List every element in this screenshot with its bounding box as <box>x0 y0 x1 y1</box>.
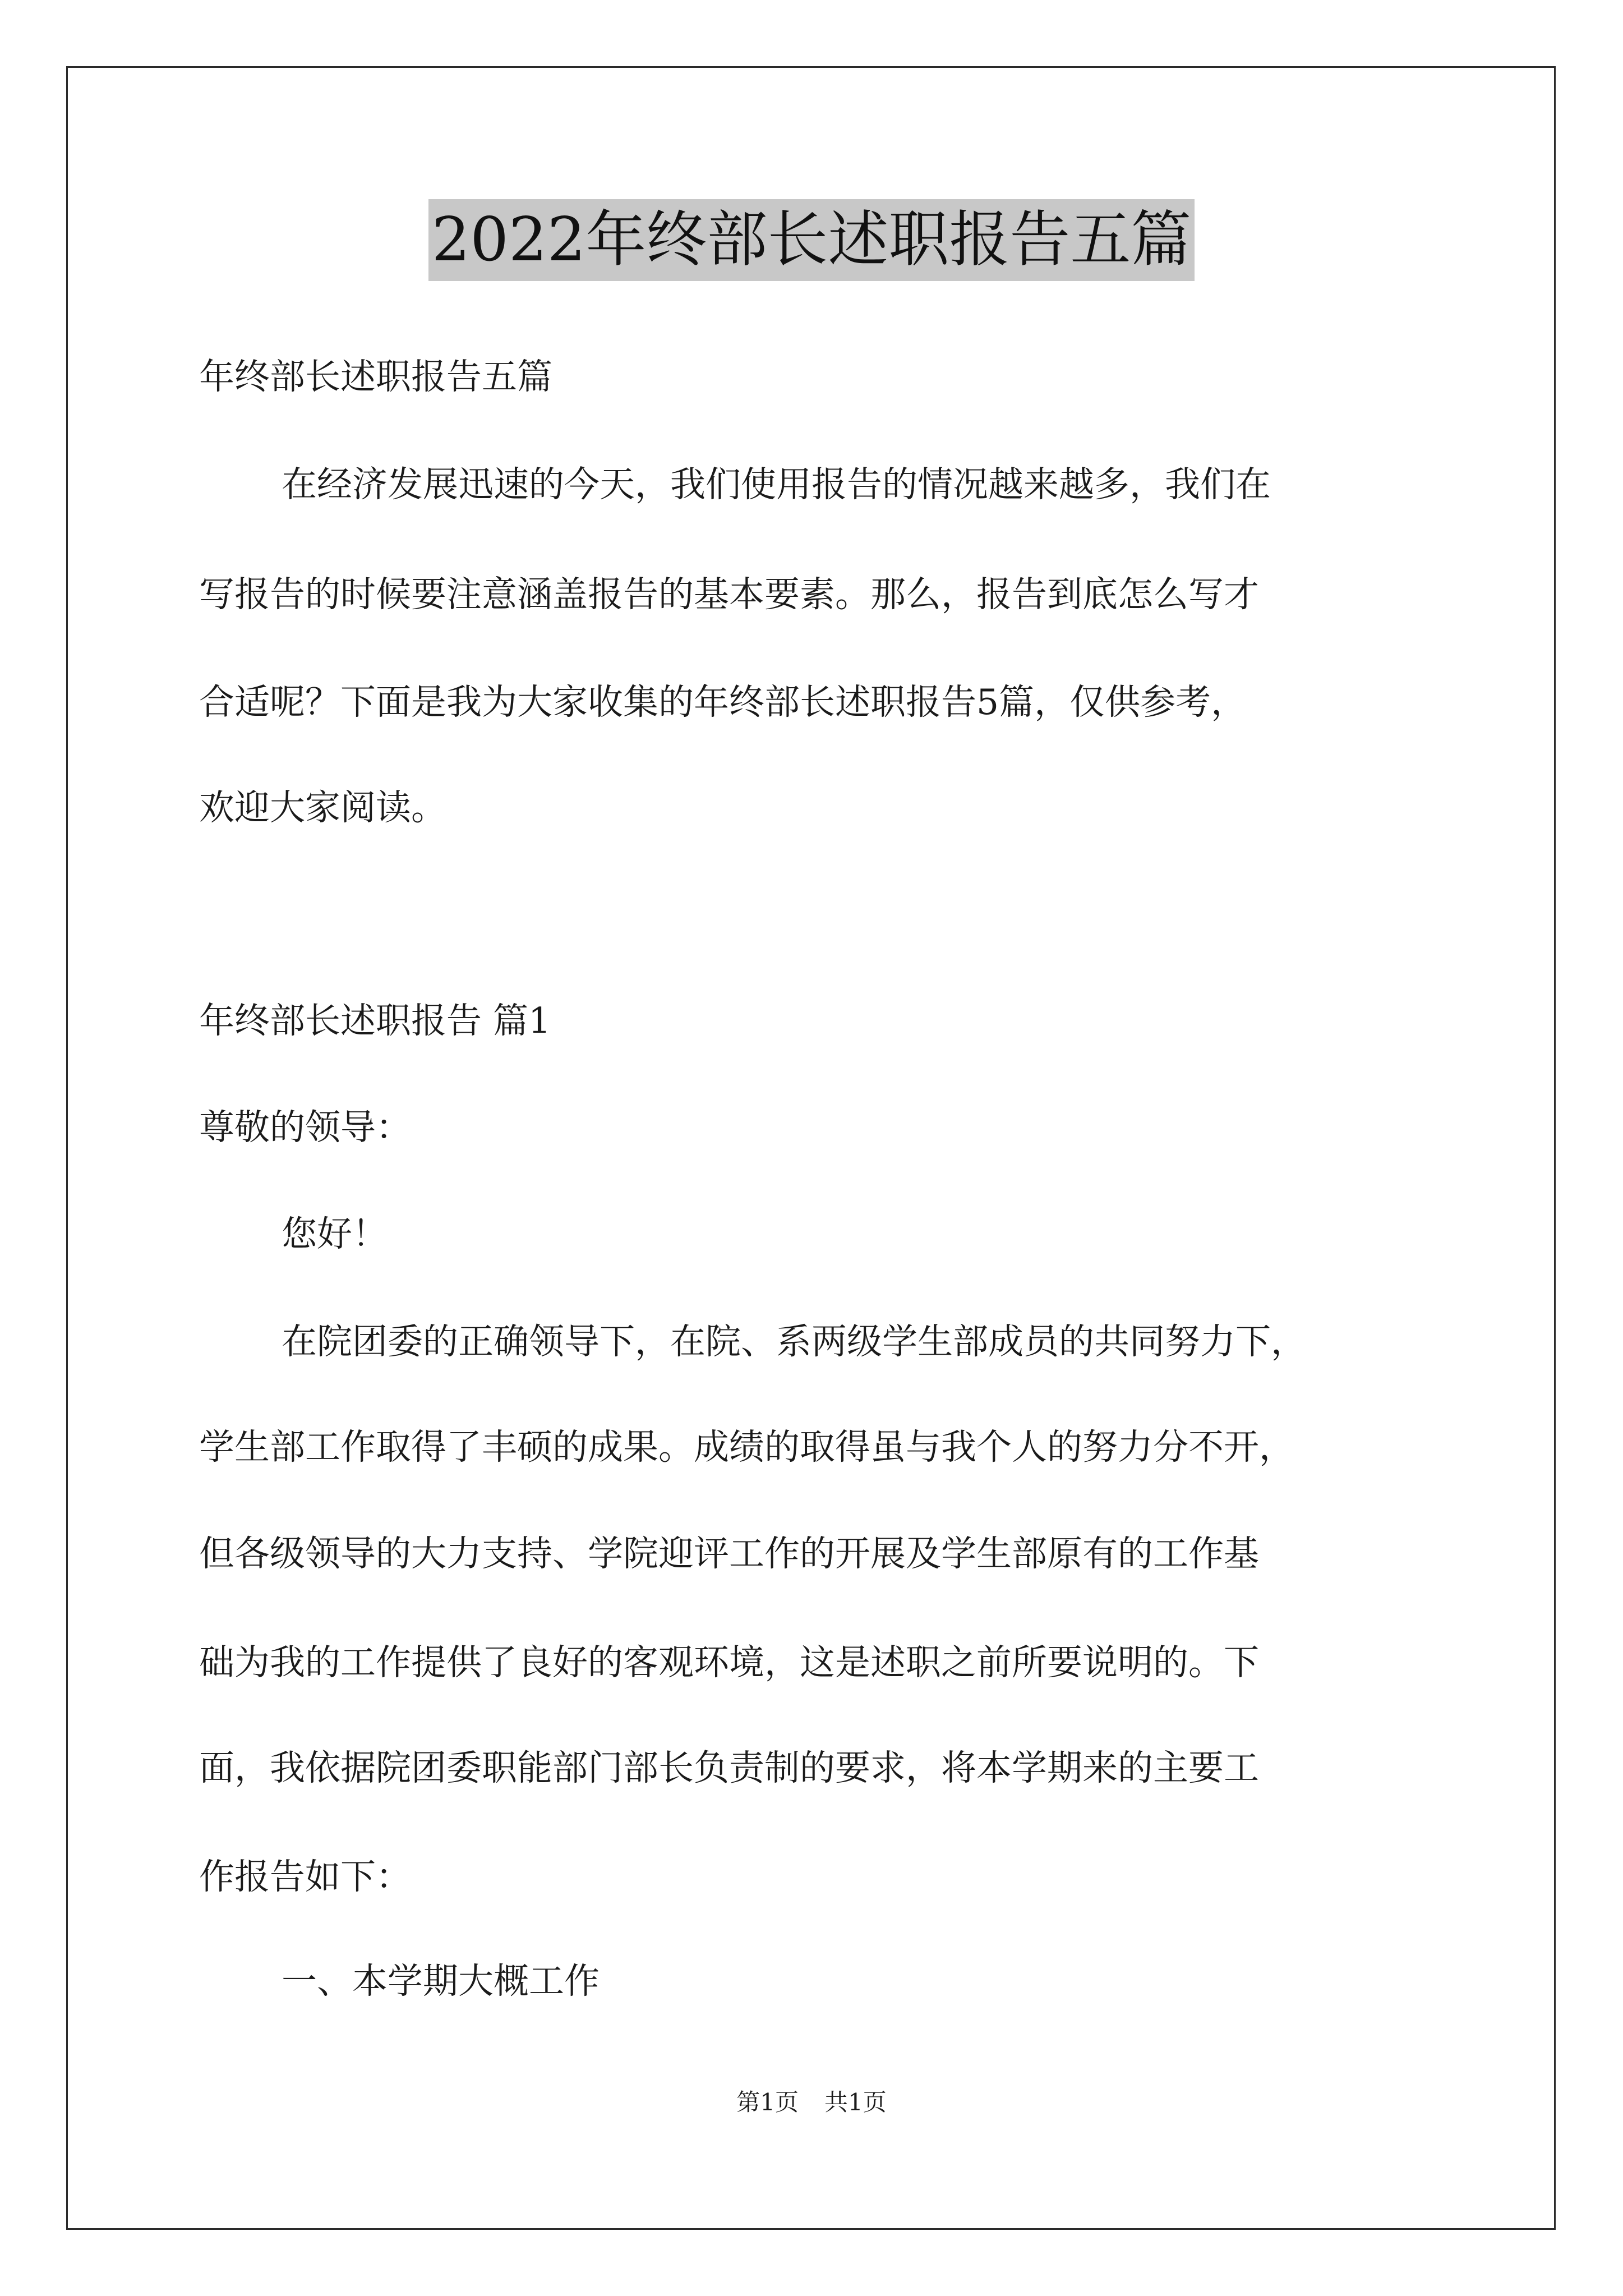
greeting: 您好！ <box>282 1213 388 1254</box>
document-title: 2022年终部长述职报告五篇 <box>428 199 1195 281</box>
intro-line-1: 在经济发展迅速的今天，我们使用报告的情况越来越多，我们在 <box>282 464 1271 505</box>
page-footer <box>0 2087 1623 2118</box>
document-subtitle: 年终部长述职报告五篇 <box>199 356 552 397</box>
page-number-total: 共1页 <box>824 2088 887 2116</box>
intro-line-3: 合适呢？下面是我为大家收集的年终部长述职报告5篇，仅供参考， <box>199 682 1247 723</box>
intro-line-2: 写报告的时候要注意涵盖报告的基本要素。那么，报告到底怎么写才 <box>199 574 1259 615</box>
body-line-3: 但各级领导的大力支持、学院迎评工作的开展及学生部原有的工作基 <box>199 1533 1259 1574</box>
section-heading: 年终部长述职报告 篇1 <box>199 1000 551 1041</box>
body-line-6: 作报告如下： <box>199 1856 411 1897</box>
body-line-4: 础为我的工作提供了良好的客观环境，这是述职之前所要说明的。下 <box>199 1642 1259 1683</box>
page-number-current: 第1页 <box>736 2088 799 2116</box>
salutation: 尊敬的领导： <box>199 1107 411 1148</box>
title-container <box>0 199 1623 281</box>
body-line-1: 在院团委的正确领导下，在院、系两级学生部成员的共同努力下， <box>282 1321 1306 1362</box>
intro-line-4: 欢迎大家阅读。 <box>199 787 446 828</box>
body-line-2: 学生部工作取得了丰硕的成果。成绩的取得虽与我个人的努力分不开， <box>199 1427 1294 1467</box>
subheading: 一、本学期大概工作 <box>282 1961 600 2001</box>
body-line-5: 面，我依据院团委职能部门部长负责制的要求，将本学期来的主要工 <box>199 1747 1259 1788</box>
